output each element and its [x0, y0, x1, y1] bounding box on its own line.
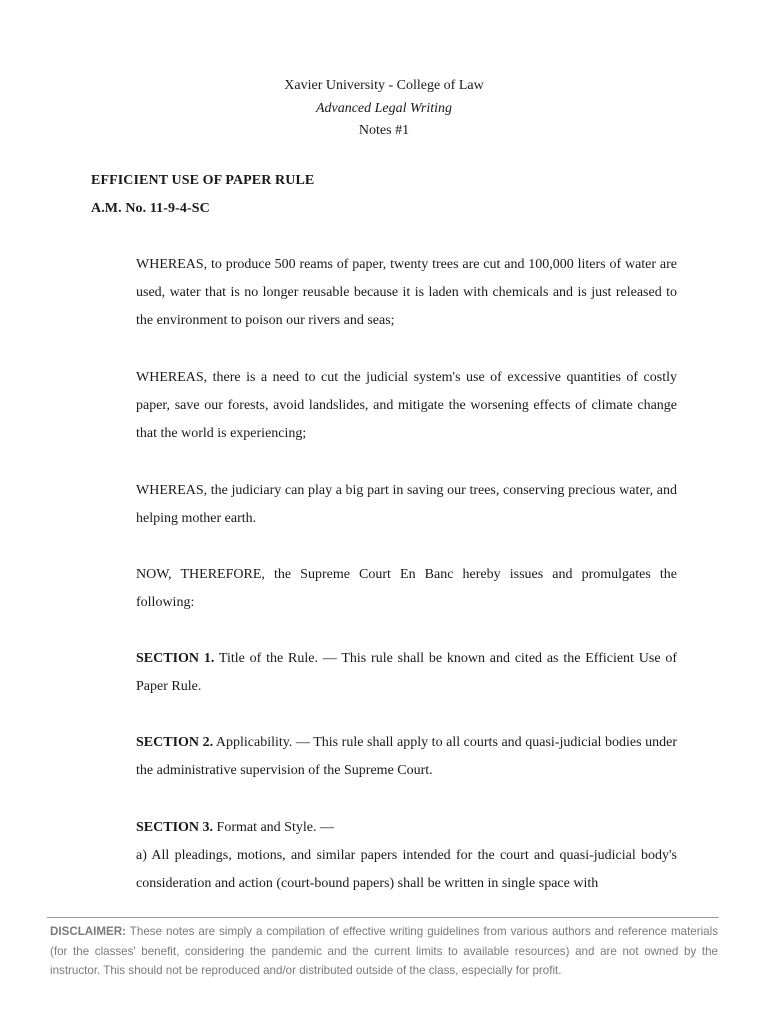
whereas-paragraph-1: WHEREAS, to produce 500 reams of paper, twenty trees are cut and 100,000 liters of water are used, water that is no longer reusable because it is laden with chemicals and is just released to the environment to poison our rivers and seas;	[136, 257, 677, 328]
disclaimer-label: DISCLAIMER:	[50, 925, 126, 938]
section-1-label: SECTION 1.	[136, 651, 215, 666]
section-3-paragraph	[136, 814, 677, 842]
section-3-item-a: a) All pleadings, motions, and similar papers intended for the court and quasi-judicial body's consideration and action (court-bound papers) shall be written in single space with	[136, 848, 677, 891]
section-1-paragraph	[136, 645, 677, 701]
therefore-paragraph: NOW, THEREFORE, the Supreme Court En Banc hereby issues and promulgates the following:	[136, 567, 677, 610]
rule-title: EFFICIENT USE OF PAPER RULE	[91, 173, 315, 188]
rule-number: A.M. No. 11-9-4-SC	[91, 201, 210, 216]
section-2-paragraph	[136, 729, 677, 785]
section-2-label: SECTION 2.	[136, 735, 214, 750]
course-name: Advanced Legal Writing	[315, 101, 453, 116]
notes-number: Notes #1	[358, 123, 410, 138]
section-1-text: Title of the Rule. — This rule shall be known and cited as the Efficient Use of Paper Rule.	[136, 651, 678, 694]
whereas-paragraph-2: WHEREAS, there is a need to cut the judicial system's use of excessive quantities of costly paper, save our forests, avoid landslides, and mitigate the worsening effects of climate change that the world is experiencing;	[136, 370, 677, 441]
disclaimer-text: These notes are simply a compilation of effective writing guidelines from various authors and reference materials (for the classes' benefit, considering the pandemic and the current limits to available resources) and are not owned by the instructor. This should not be reproduced and/or distributed outside of the class, especially for profit.	[50, 925, 718, 977]
school-name: Xavier University - College of Law	[284, 78, 484, 93]
whereas-paragraph-3: WHEREAS, the judiciary can play a big part in saving our trees, conserving precious water, and helping mother earth.	[136, 483, 677, 526]
section-3-label: SECTION 3.	[136, 820, 214, 835]
footer-divider	[47, 917, 719, 918]
disclaimer	[50, 922, 718, 981]
section-3-text: Format and Style. —	[213, 820, 334, 835]
section-2-text: Applicability. — This rule shall apply to all courts and quasi-judicial bodies under the administrative supervision of the Supreme Court.	[136, 735, 677, 778]
